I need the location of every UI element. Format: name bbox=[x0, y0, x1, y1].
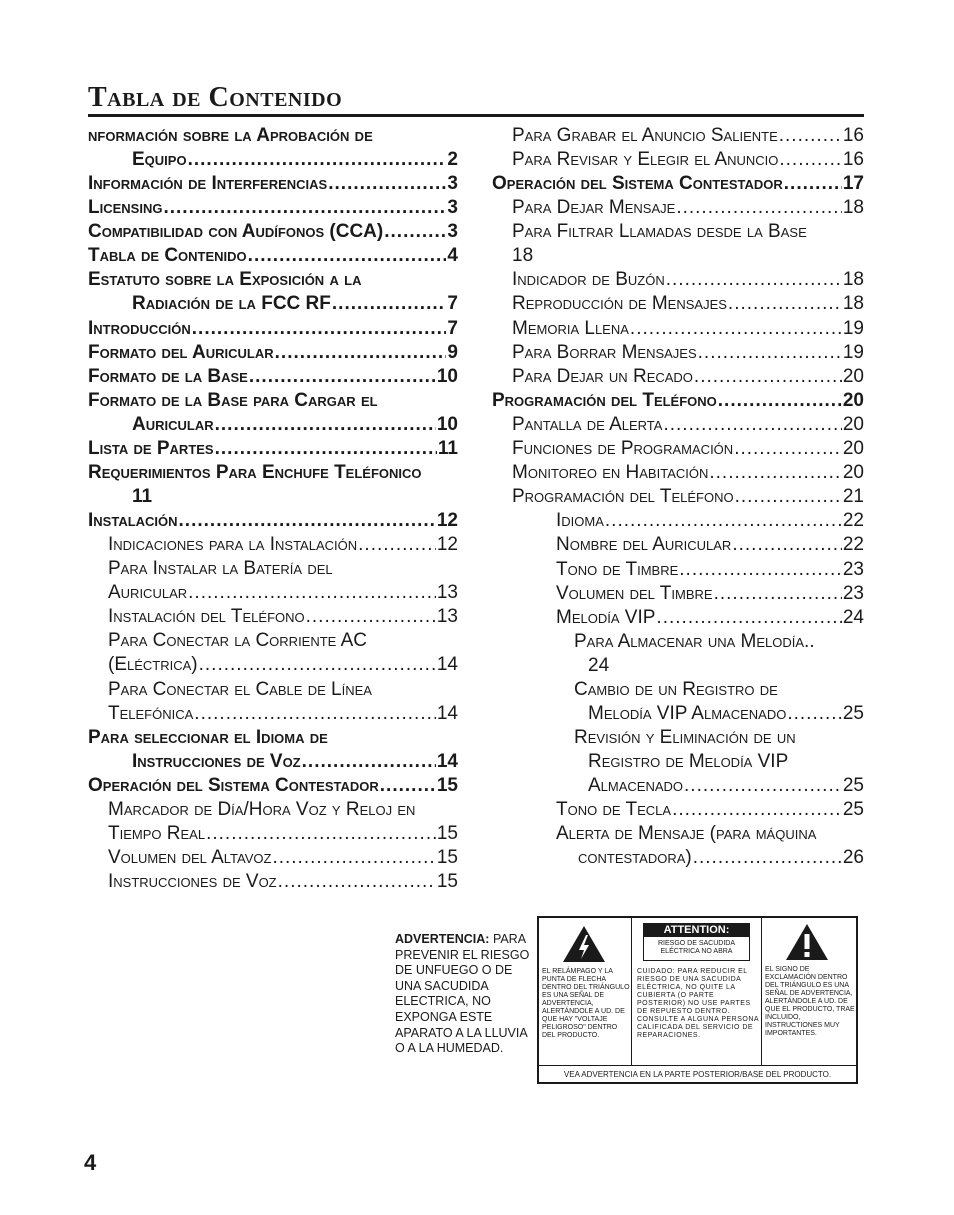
toc-dot-leader bbox=[380, 774, 436, 798]
toc-entry-page: 4 bbox=[447, 245, 458, 267]
toc-dot-leader bbox=[787, 702, 842, 726]
toc-entry-title: Tiempo Real bbox=[108, 822, 206, 844]
toc-dot-leader bbox=[698, 341, 842, 365]
toc-entry-title: (Eléctrica) bbox=[108, 654, 198, 676]
toc-entry-title: nformación sobre la Aprobación de bbox=[88, 125, 373, 146]
toc-entry-page: 14 bbox=[436, 654, 458, 676]
toc-entry bbox=[88, 846, 458, 870]
toc-entry-page: 18 bbox=[842, 269, 864, 291]
toc-entry bbox=[492, 726, 864, 750]
toc-entry-title: Pantalla de Alerta bbox=[512, 413, 663, 435]
toc-entry-title: Licensing bbox=[88, 197, 163, 219]
toc-entry bbox=[492, 774, 864, 798]
toc-entry-page: 9 bbox=[447, 341, 458, 363]
toc-entry-page: 15 bbox=[436, 870, 458, 892]
toc-entry bbox=[492, 148, 864, 172]
toc-dot-leader bbox=[192, 317, 447, 341]
toc-entry-title: Operación del Sistema Contestador bbox=[492, 173, 783, 195]
toc-dot-leader bbox=[215, 437, 437, 461]
toc-entry-title: Indicador de Buzón bbox=[512, 269, 665, 291]
toc-entry-page: 18 bbox=[842, 293, 864, 315]
toc-dot-leader bbox=[679, 558, 842, 582]
toc-entry bbox=[88, 605, 458, 629]
toc-entry bbox=[88, 750, 458, 774]
toc-entry bbox=[88, 148, 458, 172]
toc-dot-leader bbox=[384, 220, 446, 244]
toc-dot-leader bbox=[199, 653, 436, 677]
toc-entry-page: 26 bbox=[842, 847, 864, 869]
toc-entry-title: Melodía VIP Almacenado bbox=[588, 702, 787, 724]
toc-entry bbox=[88, 798, 458, 822]
toc-entry bbox=[88, 268, 458, 292]
toc-entry bbox=[88, 317, 458, 341]
toc-entry-title: Nombre del Auricular bbox=[556, 534, 732, 556]
toc-entry bbox=[88, 678, 458, 702]
toc-entry-title: 24 bbox=[588, 654, 610, 676]
toc-entry-title: Marcador de Día/Hora Voz y Reloj en bbox=[108, 798, 416, 820]
toc-dot-leader bbox=[332, 292, 447, 316]
toc-entry-title: Para Filtrar Llamadas desde la Base bbox=[512, 221, 807, 243]
toc-entry bbox=[492, 292, 864, 316]
toc-entry-title: Programación del Teléfono bbox=[492, 389, 717, 411]
toc-entry-page: 13 bbox=[436, 606, 458, 628]
toc-entry-title: Auricular bbox=[108, 582, 188, 604]
toc-entry bbox=[492, 317, 864, 341]
toc-entry-title: Tabla de Contenido bbox=[88, 245, 247, 267]
toc-entry bbox=[492, 846, 864, 870]
toc-entry bbox=[492, 654, 864, 678]
toc-entry-title: Registro de Melodía VIP bbox=[588, 750, 789, 772]
toc-entry-title: Auricular bbox=[132, 413, 214, 435]
toc-entry-page: 14 bbox=[436, 702, 458, 724]
toc-dot-leader bbox=[275, 341, 447, 365]
toc-entry-page: 12 bbox=[436, 534, 458, 556]
toc-entry bbox=[492, 220, 864, 244]
toc-dot-leader bbox=[672, 798, 842, 822]
toc-entry-page: 3 bbox=[447, 197, 458, 219]
toc-entry-title: Programación del Teléfono bbox=[512, 486, 734, 508]
toc-entry-title: Instalación del Teléfono bbox=[108, 606, 305, 628]
toc-entry bbox=[88, 774, 458, 798]
toc-dot-leader bbox=[714, 582, 842, 606]
toc-entry bbox=[88, 292, 458, 316]
toc-dot-leader bbox=[694, 365, 842, 389]
toc-entry-page: 23 bbox=[842, 582, 864, 604]
toc-dot-leader bbox=[249, 365, 436, 389]
caution-right-panel bbox=[762, 918, 856, 1065]
toc-entry-page: 20 bbox=[842, 462, 864, 484]
toc-entry bbox=[88, 702, 458, 726]
toc-entry-page: 16 bbox=[842, 149, 864, 171]
toc-entry bbox=[88, 389, 458, 413]
toc-entry bbox=[492, 702, 864, 726]
toc-entry bbox=[492, 533, 864, 557]
caution-left-panel bbox=[539, 918, 632, 1065]
toc-entry bbox=[492, 558, 864, 582]
toc-entry-page: 2 bbox=[447, 149, 458, 170]
toc-entry bbox=[492, 341, 864, 365]
toc-entry-title: Idioma bbox=[556, 510, 604, 532]
toc-entry bbox=[88, 533, 458, 557]
toc-dot-leader bbox=[248, 244, 447, 268]
toc-entry-page: 22 bbox=[842, 534, 864, 556]
toc-entry-title: 18 bbox=[512, 245, 534, 267]
toc-dot-leader bbox=[663, 413, 841, 437]
toc-entry bbox=[88, 822, 458, 846]
toc-entry bbox=[492, 630, 864, 654]
toc-entry bbox=[492, 172, 864, 196]
toc-dot-leader bbox=[630, 317, 842, 341]
toc-entry-title: Para Conectar el Cable de Línea bbox=[108, 678, 372, 700]
toc-entry-title: Cambio de un Registro de bbox=[574, 678, 778, 700]
toc-entry-title: Volumen del Altavoz bbox=[108, 846, 272, 868]
toc-entry-page: 22 bbox=[842, 510, 864, 532]
toc-entry bbox=[88, 461, 458, 485]
toc-entry bbox=[492, 822, 864, 846]
toc-entry-title: Instrucciones de Voz bbox=[132, 750, 301, 772]
toc-dot-leader bbox=[784, 172, 842, 196]
toc-entry bbox=[492, 196, 864, 220]
attention-label bbox=[643, 923, 750, 961]
toc-dot-leader bbox=[734, 437, 842, 461]
toc-dot-leader bbox=[709, 461, 841, 485]
toc-dot-leader bbox=[693, 846, 842, 870]
toc-entry-page: 20 bbox=[842, 365, 864, 387]
toc-entry-title: Compatibilidad con Audífonos (CCA) bbox=[88, 221, 384, 243]
attention-subtitle: RIESGO DE SACUDIDA ELÉCTRICA NO ABRA bbox=[657, 940, 735, 955]
toc-entry-title: Información de Interferencias bbox=[88, 173, 328, 195]
toc-entry-page: 10 bbox=[436, 365, 458, 387]
toc-dot-leader bbox=[779, 124, 842, 148]
toc-entry bbox=[88, 726, 458, 750]
toc-entry-page: 10 bbox=[436, 413, 458, 435]
toc-entry-title: Para Almacenar una Melodía.. bbox=[574, 630, 815, 652]
toc-dot-leader bbox=[306, 605, 436, 629]
toc-entry-title: Introducción bbox=[88, 317, 191, 339]
toc-entry bbox=[492, 582, 864, 606]
title-divider bbox=[88, 114, 864, 117]
toc-entry-page: 24 bbox=[842, 606, 864, 628]
toc-dot-leader bbox=[302, 750, 436, 774]
toc-entry-title: Melodía VIP bbox=[556, 606, 656, 628]
toc-entry-page: 14 bbox=[436, 750, 458, 772]
toc-entry-page: 19 bbox=[842, 341, 864, 363]
toc-dot-leader bbox=[605, 509, 842, 533]
toc-entry bbox=[88, 437, 458, 461]
toc-entry-page: 20 bbox=[842, 438, 864, 460]
toc-entry-page: 19 bbox=[842, 317, 864, 339]
toc-entry-title: Volumen del Timbre bbox=[556, 582, 713, 604]
toc-entry-title: Radiación de la FCC RF bbox=[132, 293, 331, 315]
toc-dot-leader bbox=[328, 172, 446, 196]
toc-entry-page: 25 bbox=[842, 798, 864, 820]
toc-entry-title: Para Borrar Mensajes bbox=[512, 341, 697, 363]
toc-entry-title: Para Conectar la Corriente AC bbox=[108, 630, 367, 652]
toc-entry bbox=[492, 461, 864, 485]
toc-entry-page: 7 bbox=[447, 293, 458, 315]
toc-entry-title: Para Grabar el Anuncio Saliente bbox=[512, 125, 778, 146]
toc-entry bbox=[88, 341, 458, 365]
toc-entry bbox=[492, 485, 864, 509]
toc-dot-leader bbox=[179, 509, 436, 533]
toc-dot-leader bbox=[163, 196, 446, 220]
toc-entry-title: Formato de la Base para Cargar el bbox=[88, 389, 378, 411]
page-title: Tabla de Contenido bbox=[88, 82, 343, 113]
toc-dot-leader bbox=[272, 846, 435, 870]
toc-entry bbox=[492, 389, 864, 413]
toc-entry bbox=[492, 678, 864, 702]
toc-dot-leader bbox=[666, 268, 842, 292]
caution-right-text: EL SIGNO DE EXCLAMACIÓN DENTRO DEL TRIÁNGULO ES UNA SEÑAL DE ADVERTENCIA, ALERTÁNDOLE A UD. DE QUE EL PRODUCTO, TRAE INCLUIDO, INSTRUCTIONES MUY IMPORTANTES. bbox=[765, 966, 855, 1037]
toc-entry bbox=[88, 365, 458, 389]
toc-dot-leader bbox=[215, 413, 436, 437]
toc-dot-leader bbox=[732, 533, 842, 557]
toc-entry-title: Monitoreo en Habitación bbox=[512, 462, 709, 484]
toc-entry bbox=[492, 437, 864, 461]
toc-entry bbox=[88, 629, 458, 653]
toc-dot-leader bbox=[684, 774, 842, 798]
toc-entry-title: Operación del Sistema Contestador bbox=[88, 774, 379, 796]
toc-entry-title: Para Dejar Mensaje bbox=[512, 197, 676, 219]
toc-entry-title: 11 bbox=[132, 486, 153, 508]
caution-footer: VEA ADVERTENCIA EN LA PARTE POSTERIOR/BASE DEL PRODUCTO. bbox=[539, 1065, 856, 1083]
toc-entry-title: Revisión y Eliminación de un bbox=[574, 726, 796, 748]
toc-entry-title: Formato de la Base bbox=[88, 365, 248, 387]
toc-entry bbox=[88, 244, 458, 268]
toc-entry-page: 7 bbox=[447, 317, 458, 339]
toc-entry bbox=[88, 485, 458, 509]
toc-entry-title: Tono de Tecla bbox=[556, 798, 672, 820]
toc-entry bbox=[88, 196, 458, 220]
toc-entry-title: Formato del Auricular bbox=[88, 341, 274, 363]
toc-entry-page: 20 bbox=[842, 389, 864, 411]
toc-entry-page: 15 bbox=[436, 822, 458, 844]
toc-entry-title: Memoria Llena bbox=[512, 317, 629, 339]
toc-entry-title: Almacenado bbox=[588, 774, 684, 796]
toc-entry bbox=[492, 798, 864, 822]
lightning-triangle-icon bbox=[562, 925, 606, 963]
toc-entry-title: Lista de Partes bbox=[88, 437, 214, 459]
toc-entry bbox=[88, 581, 458, 605]
toc-entry-page: 11 bbox=[437, 437, 458, 459]
toc-entry-title: Para Instalar la Batería del bbox=[108, 558, 333, 580]
toc-dot-leader bbox=[206, 822, 436, 846]
caution-left-text: EL RELÁMPAGO Y LA PUNTA DE FLECHA DENTRO DEL TRIÁNGULO ES UNA SEÑAL DE ADVERTENCIA, ALERTÁNDOLE A UD. DE QUE HAY "VOLTAJE PELIGROSO" DENTRO DEL PRODUCTO. bbox=[542, 968, 630, 1039]
toc-entry-page: 16 bbox=[842, 125, 864, 146]
toc-entry-page: 12 bbox=[436, 510, 458, 532]
toc-entry-page: 18 bbox=[842, 197, 864, 219]
toc-entry-title: Indicaciones para la Instalación bbox=[108, 534, 358, 556]
toc-entry bbox=[492, 268, 864, 292]
toc-dot-leader bbox=[728, 292, 842, 316]
toc-entry-page: 21 bbox=[842, 486, 864, 508]
toc-entry-title: Equipo bbox=[132, 149, 187, 170]
toc-entry-title: Alerta de Mensaje (para máquina bbox=[556, 823, 817, 845]
toc-entry bbox=[492, 750, 864, 774]
toc-entry-title: contestadora) bbox=[578, 847, 692, 869]
toc-entry bbox=[88, 653, 458, 677]
toc-dot-leader bbox=[194, 702, 436, 726]
toc-entry bbox=[88, 413, 458, 437]
toc-entry bbox=[492, 244, 864, 268]
toc-entry-page: 15 bbox=[436, 846, 458, 868]
toc-entry-title: Telefónica bbox=[108, 702, 194, 724]
toc-entry-page: 3 bbox=[447, 173, 458, 195]
toc-entry bbox=[88, 870, 458, 894]
toc-entry bbox=[88, 509, 458, 533]
toc-entry-page: 15 bbox=[436, 774, 458, 796]
toc-entry-title: Tono de Timbre bbox=[556, 558, 679, 580]
caution-box bbox=[537, 916, 858, 1084]
toc-entry bbox=[492, 413, 864, 437]
toc-entry-title: Para Revisar y Elegir el Anuncio bbox=[512, 149, 779, 171]
toc-entry bbox=[492, 509, 864, 533]
toc-entry-title: Instalación bbox=[88, 510, 178, 532]
toc-dot-leader bbox=[779, 148, 841, 172]
toc-entry bbox=[492, 365, 864, 389]
toc-entry-title: Reproducción de Mensajes bbox=[512, 293, 727, 315]
toc-entry-title: Para seleccionar el Idioma de bbox=[88, 726, 328, 748]
warning-label: ADVERTENCIA: bbox=[395, 932, 490, 946]
toc-entry-title: Para Dejar un Recado bbox=[512, 365, 693, 387]
toc-entry-title: Requerimientos Para Enchufe Teléfonico bbox=[88, 462, 422, 484]
toc-entry bbox=[88, 220, 458, 244]
toc-entry-page: 17 bbox=[842, 173, 864, 195]
caution-middle-text: CUIDADO: PARA REDUCIR EL RIESGO DE UNA SACUDIDA ELÉCTRICA, NO QUITE LA CUBIERTA (O PARTE POSTERIOR) NO USE PARTES DE REPUESTO DENTRO. CONSULTE A ALGUNA PERSONA CALIFICADA DEL SERVICIO DE REPARACIONES. bbox=[637, 968, 759, 1039]
toc-entry bbox=[492, 124, 864, 148]
toc-dot-leader bbox=[656, 606, 841, 630]
toc-entry-page: 25 bbox=[842, 702, 864, 724]
toc-entry bbox=[88, 172, 458, 196]
exclamation-triangle-icon bbox=[785, 923, 829, 961]
caution-middle-panel bbox=[632, 918, 762, 1065]
toc-entry bbox=[88, 557, 458, 581]
toc-entry-page: 25 bbox=[842, 774, 864, 796]
toc-dot-leader bbox=[188, 581, 436, 605]
toc-entry-page: 13 bbox=[436, 582, 458, 604]
warning-notice bbox=[395, 932, 530, 1057]
page-number: 4 bbox=[84, 1150, 97, 1175]
toc-dot-leader bbox=[358, 533, 436, 557]
attention-title: ATTENTION: bbox=[644, 924, 749, 937]
toc-dot-leader bbox=[718, 389, 842, 413]
toc-right-column bbox=[492, 124, 864, 870]
toc-dot-leader bbox=[278, 870, 436, 894]
toc-entry-title: Estatuto sobre la Exposición a la bbox=[88, 269, 362, 291]
toc-entry bbox=[492, 606, 864, 630]
toc-entry-title: Funciones de Programación bbox=[512, 438, 734, 460]
toc-dot-leader bbox=[676, 196, 842, 220]
toc-dot-leader bbox=[188, 148, 447, 172]
toc-dot-leader bbox=[735, 485, 842, 509]
toc-entry-page: 23 bbox=[842, 558, 864, 580]
warning-body: PARA PREVENIR EL RIESGO DE UNFUEGO O DE UNA SACUDIDA ELECTRICA, NO EXPONGA ESTE APARATO A LA LLUVIA O A LA HUMEDAD. bbox=[395, 932, 530, 1056]
toc-entry bbox=[88, 124, 458, 148]
toc-left-column bbox=[88, 124, 458, 894]
toc-entry-page: 20 bbox=[842, 413, 864, 435]
toc-entry-title: Instrucciones de Voz bbox=[108, 870, 277, 892]
toc-entry-page: 3 bbox=[447, 221, 458, 243]
